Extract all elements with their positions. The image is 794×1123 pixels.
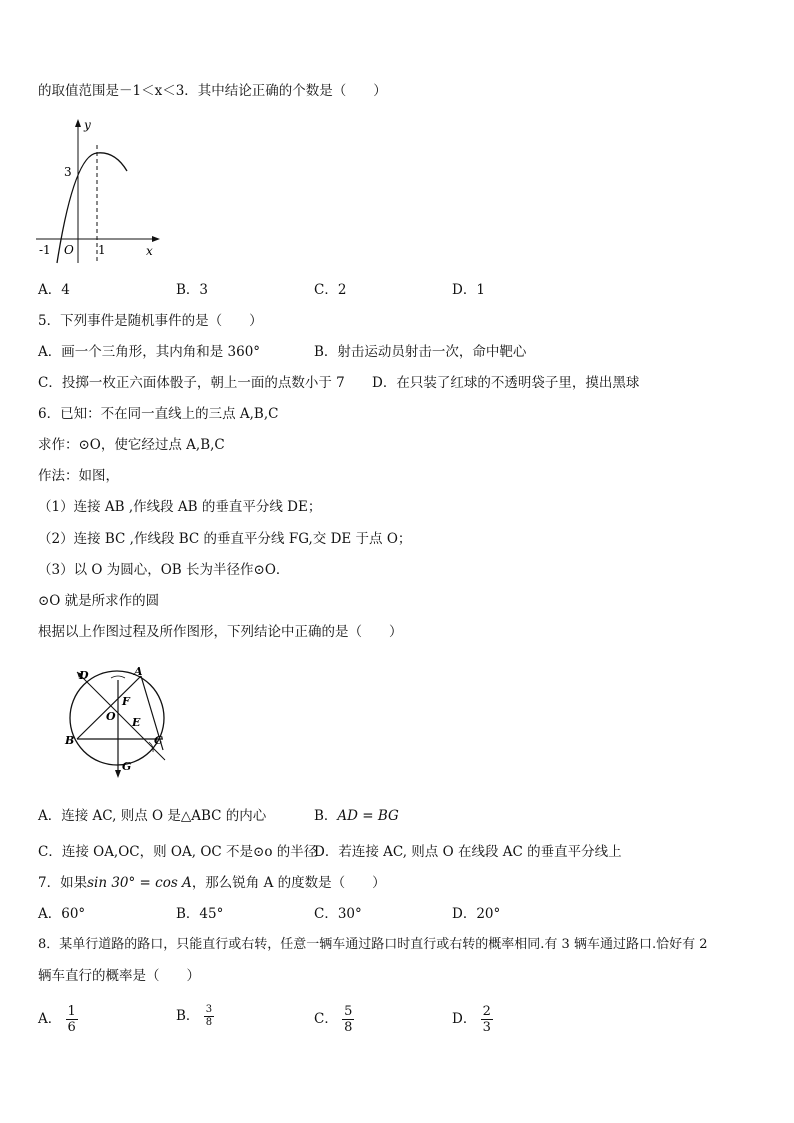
q5-option-c: C．投掷一枚正六面体骰子，朝上一面的点数小于 7 [38,375,345,391]
q4-option-a: A．4 [38,282,70,298]
q8-option-d [452,1004,493,1035]
graph-tick-3: 3 [64,165,72,179]
q4-option-d: D．1 [452,282,485,298]
graph-x-label: x [146,244,153,258]
q8-option-a-fraction [66,1004,78,1035]
graph-tick-1: 1 [98,243,106,257]
figure-label-f: F [122,695,130,708]
q6-question: 根据以上作图过程及所作图形，下列结论中正确的是（ ） [38,624,403,640]
q6-option-c: C．连接 OA,OC，则 OA, OC 不是⊙o 的半径 [38,844,318,860]
q8-option-a-label: A． [38,1011,62,1027]
fraction-numerator: 1 [67,1004,76,1019]
graph-origin-label: O [64,243,74,257]
q5-option-b: B．射击运动员射击一次，命中靶心 [314,344,527,360]
q7-option-b: B．45° [176,906,224,922]
q6-option-b [314,807,399,825]
q8-option-a [38,1004,78,1035]
q5-stem: 5．下列事件是随机事件的是（ ） [38,313,263,329]
q8-option-b-label: B． [176,1008,200,1024]
graph-tick-neg1: -1 [39,243,51,257]
q6-option-d: D．若连接 AC, 则点 O 在线段 AC 的垂直平分线上 [314,844,622,860]
q5-option-d: D．在只装了红球的不透明袋子里，摸出黑球 [372,375,640,391]
q6-task: 求作：⊙O，使它经过点 A,B,C [38,437,225,453]
q8-option-c-fraction [342,1004,354,1035]
q7-stem-math: sin 30° = cos A [87,875,192,891]
figure-label-a: A [134,665,143,678]
q8-option-c [314,1004,354,1035]
q6-conclusion: ⊙O 就是所求作的圆 [38,593,160,609]
q6-step1: （1）连接 AB ,作线段 AB 的垂直平分线 DE； [38,499,322,515]
q7-option-a: A．60° [38,906,86,922]
q7-stem [38,874,386,892]
q7-option-d: D．20° [452,906,501,922]
fraction-numerator: 3 [205,1004,213,1015]
fraction-denominator: 8 [344,1020,353,1035]
fraction-numerator: 2 [482,1004,491,1019]
q6-stem: 6．已知：不在同一直线上的三点 A,B,C [38,406,279,422]
q8-option-d-fraction [481,1004,493,1035]
fraction-numerator: 5 [344,1004,353,1019]
figure-label-c: C [154,734,163,747]
q8-option-b [176,1004,214,1029]
q7-option-c: C．30° [314,906,362,922]
q6-step2: （2）连接 BC ,作线段 BC 的垂直平分线 FG,交 DE 于点 O； [38,531,412,547]
fraction-denominator: 8 [205,1017,213,1028]
figure-label-g: G [122,760,132,773]
circle-construction-figure [55,660,180,785]
q7-stem-suffix: ，那么锐角 A 的度数是（ ） [191,875,386,891]
figure-label-d: D [79,669,89,682]
figure-label-e: E [132,716,141,729]
q4-stem: 的取值范围是－1＜x＜3．其中结论正确的个数是（ ） [38,83,387,99]
figure-label-o: O [106,710,116,723]
figure-label-b: B [65,734,75,747]
graph-y-label: y [84,118,91,132]
q8-option-d-label: D． [452,1011,477,1027]
q6-option-b-math: AD = BG [337,808,399,824]
q6-method: 作法：如图， [38,468,119,484]
q6-step3: （3）以 O 为圆心，OB 长为半径作⊙O． [38,562,290,578]
q7-stem-prefix: 7．如果 [38,875,88,891]
q8-option-c-label: C． [314,1011,338,1027]
q8-option-b-fraction [204,1004,214,1029]
q6-option-b-label: B． [314,808,338,824]
q8-stem-line2: 辆车直行的概率是（ ） [38,968,200,984]
q5-option-a: A．画一个三角形，其内角和是 360° [38,344,261,360]
q8-stem-line1: 8．某单行道路的路口，只能直行或右转，任意一辆车通过路口时直行或右转的概率相同.有 3 辆车通过路口.恰好有 2 [38,937,708,952]
q4-option-b: B．3 [176,282,209,298]
q6-option-a: A．连接 AC, 则点 O 是△ABC 的内心 [38,808,267,824]
fraction-denominator: 6 [67,1020,76,1035]
parabola-graph [30,115,170,265]
q4-option-c: C．2 [314,282,347,298]
fraction-denominator: 3 [482,1020,491,1035]
